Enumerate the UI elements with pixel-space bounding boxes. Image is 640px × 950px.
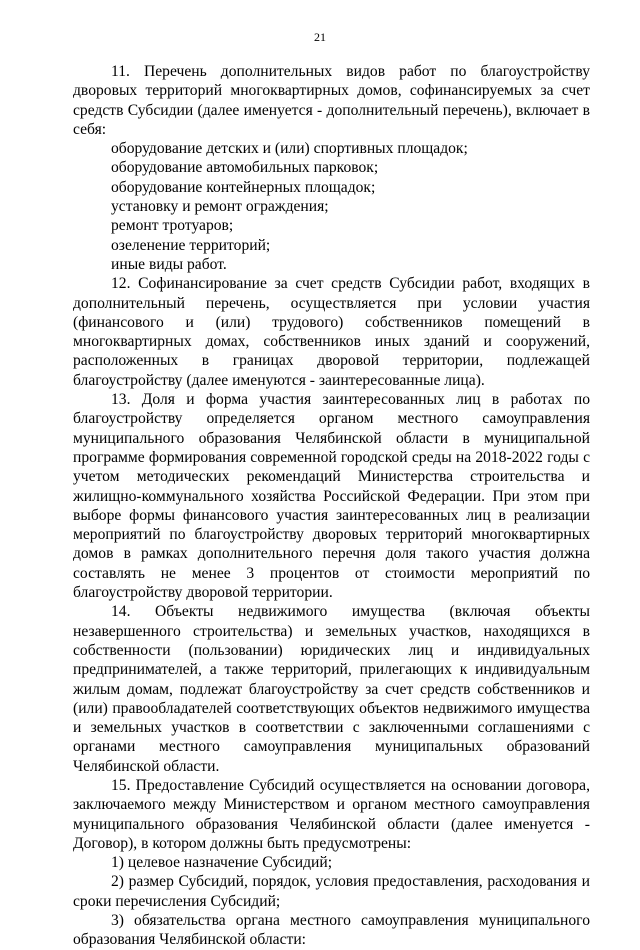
list-item: оборудование детских и (или) спортивных площадок; <box>111 140 468 158</box>
page-number: 21 <box>314 30 326 44</box>
list-item: 3) обязательства органа местного самоуправления муниципального образования Челябинской области: <box>73 912 590 949</box>
list-item: ремонт тротуаров; <box>111 217 234 235</box>
section-13: 13. Доля и форма участия заинтересованных лиц в работах по благоустройству определяется органом местного самоуправления муниципального образования Челябинской области в муниципальной программе формирования современной городской среды на 2018-2022 годы с учетом методических рекомендаций Министерства строительства и жилищно-коммунального хозяйства Российской Федерации. При этом при выборе формы финансового участия заинтересованных лиц в реализации мероприятий по благоустройству дворовых территорий многоквартирных домов в рамках дополнительного перечня доля такого участия должна составлять не менее 3 процентов от стоимости мероприятий по благоустройству дворовой территории. <box>73 391 590 602</box>
list-item: иные виды работ. <box>111 255 227 273</box>
list-item: озеленение территорий; <box>111 236 271 254</box>
document-body <box>73 62 590 950</box>
list-item: установку и ремонт ограждения; <box>111 198 329 216</box>
list-item: оборудование автомобильных парковок; <box>111 159 379 177</box>
list-item: 2) размер Субсидий, порядок, условия предоставления, расходования и сроки перечисления Субсидий; <box>73 873 590 910</box>
list-item: 1) целевое назначение Субсидий; <box>111 854 333 872</box>
section-11-intro: 11. Перечень дополнительных видов работ по благоустройству дворовых территорий многоквартирных домов, софинансируемых за счет средств Субсидии (далее именуется - дополнительный перечень), включает в себя: <box>73 63 590 138</box>
list-item: оборудование контейнерных площадок; <box>111 178 376 196</box>
section-14: 14. Объекты недвижимого имущества (включая объекты незавершенного строительства) и земельных участков, находящихся в собственности (пользовании) юридических лиц и индивидуальных предпринимателей, а также территорий, прилегающих к индивидуальным жилым домам, подлежат благоустройству за счет средств собственников и (или) правообладателей соответствующих объектов недвижимого имущества и земельных участков в соответствии с заключенными соглашениями с органами местного самоуправления муниципальных образований Челябинской области. <box>73 603 590 775</box>
section-15-intro: 15. Предоставление Субсидий осуществляется на основании договора, заключаемого между Министерством и органом местного самоуправления муниципального образования Челябинской области (далее именуется - Договор), в котором должны быть предусмотрены: <box>73 776 590 852</box>
section-12: 12. Софинансирование за счет средств Субсидии работ, входящих в дополнительный перечень, осуществляется при условии участия (финансового и (или) трудового) собственников помещений в многоквартирных домах, собственников иных зданий и сооружений, расположенных в границах дворовой территории, подлежащей благоустройству (далее именуются - заинтересованные лица). <box>73 275 590 389</box>
